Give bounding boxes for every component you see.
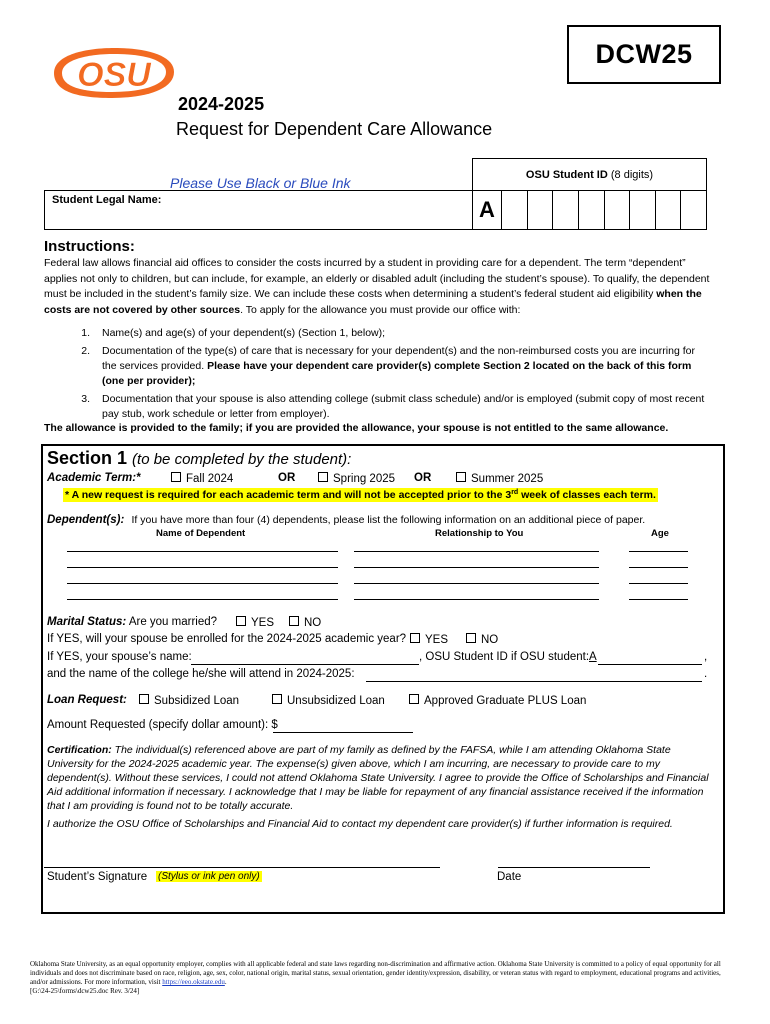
list-item — [44, 392, 710, 422]
dependent-rel-line[interactable] — [354, 551, 599, 552]
note-sup: rd — [511, 489, 519, 496]
dependent-age-line[interactable] — [629, 599, 688, 600]
student-id-hint: (8 digits) — [610, 168, 654, 181]
loan-label-text: Loan Request: — [47, 694, 127, 706]
amount-label: Amount Requested (specify dollar amount): $ — [47, 719, 278, 731]
loan-label — [47, 694, 127, 706]
signature-note: (Stylus or ink pen only) — [158, 871, 260, 882]
student-id-header — [473, 159, 706, 191]
loan-plus-label: Approved Graduate PLUS Loan — [424, 695, 587, 707]
student-id-label: OSU Student ID — [525, 168, 608, 181]
student-id-digit[interactable] — [502, 191, 528, 229]
date-label: Date — [497, 871, 522, 883]
student-id-prefix: A — [473, 191, 502, 229]
checkbox-icon[interactable] — [318, 472, 328, 482]
certification — [47, 743, 719, 813]
checkbox-icon[interactable] — [409, 694, 419, 704]
student-name-label: Student Legal Name: — [52, 194, 162, 206]
certification-label: Certification: — [47, 744, 112, 756]
dependent-name-line[interactable] — [67, 551, 338, 552]
dependent-name-line[interactable] — [67, 599, 338, 600]
term-spring[interactable] — [318, 472, 395, 485]
student-id-digit[interactable] — [528, 191, 554, 229]
student-id-digit[interactable] — [656, 191, 682, 229]
student-id-digit[interactable] — [630, 191, 656, 229]
list-num: 1. — [81, 327, 90, 339]
checkbox-icon[interactable] — [289, 616, 299, 626]
list-bold: Please have your dependent care provider(s) complete Section 2 located on the back of this form (one per provider); — [102, 360, 692, 387]
student-id-digit[interactable] — [681, 191, 706, 229]
dependents-row — [47, 514, 645, 526]
osu-logo — [48, 44, 178, 102]
list-text: Documentation that your spouse is also attending college (submit class schedule) and/or is employed (submit copy of most recent pay stub, work schedule or letter from employer). — [102, 393, 705, 420]
list-num: 2. — [81, 345, 90, 357]
checkbox-icon[interactable] — [139, 694, 149, 704]
spouse-name-label: If YES, your spouse’s name: — [47, 651, 192, 663]
dependent-rel-line[interactable] — [354, 599, 599, 600]
list-item — [44, 344, 710, 389]
checkbox-icon[interactable] — [272, 694, 282, 704]
spouse-enrolled-question: If YES, will your spouse be enrolled for the 2024-2025 academic year? — [47, 633, 407, 645]
dependent-age-line[interactable] — [629, 551, 688, 552]
dependents-label: Dependent(s): — [47, 514, 125, 526]
certification-text: The individual(s) referenced above are part of my family as defined by the FAFSA, while I am attending Oklahoma State University for the 2024-2025 academic year. The expense(s) given above, which I am incurring, are necessary to provide care to my dependent(s). Without these services, I could not attend Oklahoma State University. I agree to provide the Office of Scholarships and Financial Aid additional information if necessary. I acknowledge that I may be liable for repayment of any financial assistance received if the information that I am providing is found not to be totally accurate. — [47, 744, 709, 812]
term-note — [63, 488, 658, 502]
college-label: and the name of the college he/she will attend in 2024-2025: — [47, 668, 355, 680]
form-year: 2024-2025 — [178, 94, 265, 114]
comma: , — [704, 651, 708, 663]
term-summer[interactable] — [456, 472, 543, 485]
dependent-age-line[interactable] — [629, 567, 688, 568]
no-label: NO — [481, 634, 499, 646]
dependents-text: If you have more than four (4) dependents, please list the following information on an additional piece of paper. — [131, 514, 646, 526]
or-text: OR — [414, 472, 432, 484]
yes-label: YES — [251, 617, 275, 629]
spouse-enrolled-no[interactable] — [466, 633, 498, 646]
list-text: Documentation of the type(s) of care that is necessary for your dependent(s) and the non-reimbursed costs you are incurring for the services provided. — [102, 345, 695, 372]
ink-note: Please Use Black or Blue Ink — [170, 175, 351, 191]
col-age: Age — [651, 528, 669, 539]
or-text: OR — [278, 472, 296, 484]
loan-subsidized[interactable] — [139, 694, 239, 707]
list-num: 3. — [81, 393, 90, 405]
section-1-title — [47, 448, 351, 469]
period: . — [704, 668, 708, 680]
checkbox-icon[interactable] — [410, 633, 420, 643]
college-line[interactable] — [366, 681, 702, 682]
form-title: Request for Dependent Care Allowance — [176, 119, 493, 139]
student-name-field[interactable] — [44, 190, 473, 230]
allowance-note: The allowance is provided to the family; if you are provided the allowance, your spouse is not entitled to the same allowance. — [44, 422, 669, 434]
yes-label: YES — [425, 634, 449, 646]
student-id-digit[interactable] — [553, 191, 579, 229]
svg-text:OSU: OSU — [77, 56, 151, 94]
instructions-bold: when the costs are not covered by other sources — [44, 288, 702, 316]
section-title: Section 1 — [47, 448, 128, 468]
spouse-id-prefix: A — [589, 651, 597, 663]
spouse-enrolled-yes[interactable] — [410, 633, 448, 646]
married-no[interactable] — [289, 616, 321, 629]
amount-line[interactable] — [273, 732, 413, 733]
list-text: Name(s) and age(s) of your dependent(s) (Section 1, below); — [102, 327, 386, 339]
footer-text: Oklahoma State University, as an equal opportunity employer, complies with all applicable federal and state laws regarding non-discrimination and affirmative action. Oklahoma State University is committed to a policy of equal opportunity for all individuals and does not discriminate based on race, religion, age, sex, color, national origin, marital status, sexual orientation, gender identity/expression, disability, or veteran status with regard to employment, educational programs and activities, and/or admissions. For more information, visit — [30, 960, 721, 986]
student-id-digit[interactable] — [579, 191, 605, 229]
instructions-list — [44, 326, 710, 425]
loan-subsidized-label: Subsidized Loan — [154, 695, 240, 707]
marital-label: Marital Status: — [47, 616, 127, 628]
file-ref: [G:\24-25\forms\dcw25.doc Rev. 3/24] — [30, 987, 140, 995]
checkbox-icon[interactable] — [171, 472, 181, 482]
footer: Oklahoma State University, as an equal opportunity employer, complies with all applicable federal and state laws regarding non-discrimination and affirmative action. Oklahoma State University is committed to a policy of equal opportunity for all individuals and does not discriminate based on race, religion, age, sex, color, national origin, marital status, sexual orientation, gender identity/expression, disability, or veteran status with regard to employment, educational programs and activities, and/or admissions. For more information, visit https://eeo.okstate.edu. [G:\24-25\forms\dcw25.doc Rev. 3/24] — [30, 960, 721, 995]
student-id-box — [472, 158, 707, 230]
term-label: Academic Term:* — [47, 472, 141, 484]
married-yes[interactable] — [236, 616, 274, 629]
instructions-heading: Instructions: — [44, 238, 135, 255]
dependent-name-line[interactable] — [67, 567, 338, 568]
student-id-digit[interactable] — [605, 191, 631, 229]
signature-label: Student’s Signature — [47, 871, 148, 883]
checkbox-icon[interactable] — [456, 472, 466, 482]
no-label: NO — [304, 617, 322, 629]
dependent-rel-line[interactable] — [354, 567, 599, 568]
col-name: Name of Dependent — [156, 528, 246, 539]
spouse-id-line[interactable] — [598, 664, 702, 665]
loan-unsubsidized-label: Unsubsidized Loan — [287, 695, 385, 707]
signature-line[interactable] — [44, 867, 440, 868]
spouse-name-line[interactable] — [191, 664, 419, 665]
dependent-name-line[interactable] — [67, 583, 338, 584]
note-text: * A new request is required for each academic term and will not be accepted prior to the 3 — [65, 489, 512, 501]
dependent-rel-line[interactable] — [354, 583, 599, 584]
authorization: I authorize the OSU Office of Scholarships and Financial Aid to contact my dependent care provider(s) if further information is required. — [47, 818, 673, 830]
loan-unsubsidized[interactable] — [272, 694, 385, 707]
footer-link[interactable]: https://eeo.okstate.edu — [162, 978, 225, 986]
date-line[interactable] — [498, 867, 650, 868]
term-spring-label: Spring 2025 — [333, 473, 396, 485]
checkbox-icon[interactable] — [236, 616, 246, 626]
form-code: DCW25 — [567, 25, 721, 84]
instructions-paragraph — [44, 256, 710, 318]
note-text-end: week of classes each term. — [518, 489, 656, 501]
loan-plus[interactable] — [409, 694, 586, 707]
term-row — [47, 472, 141, 484]
marital-question: Are you married? — [128, 616, 218, 628]
list-item — [44, 326, 710, 341]
term-summer-label: Summer 2025 — [471, 473, 544, 485]
spouse-id-label: , OSU Student ID if OSU student: — [419, 651, 590, 663]
section-subtitle: (to be completed by the student): — [132, 451, 352, 468]
marital-row — [47, 616, 217, 628]
col-relationship: Relationship to You — [435, 528, 524, 539]
term-fall-label: Fall 2024 — [186, 473, 234, 485]
checkbox-icon[interactable] — [466, 633, 476, 643]
instructions-text-end: . To apply for the allowance you must provide our office with: — [240, 303, 521, 316]
instructions-text: Federal law allows financial aid offices to consider the costs incurred by a student in providing care for a dependent. The term “dependent” applies not only to children, but can include, for example, an elderly or disabled adult (including the student’s spouse). To qualify, the dependent must be included in the student’s family size. We can include these costs when determining a student’s federal student aid eligibility — [44, 257, 710, 300]
term-fall[interactable] — [171, 472, 233, 485]
dependent-age-line[interactable] — [629, 583, 688, 584]
